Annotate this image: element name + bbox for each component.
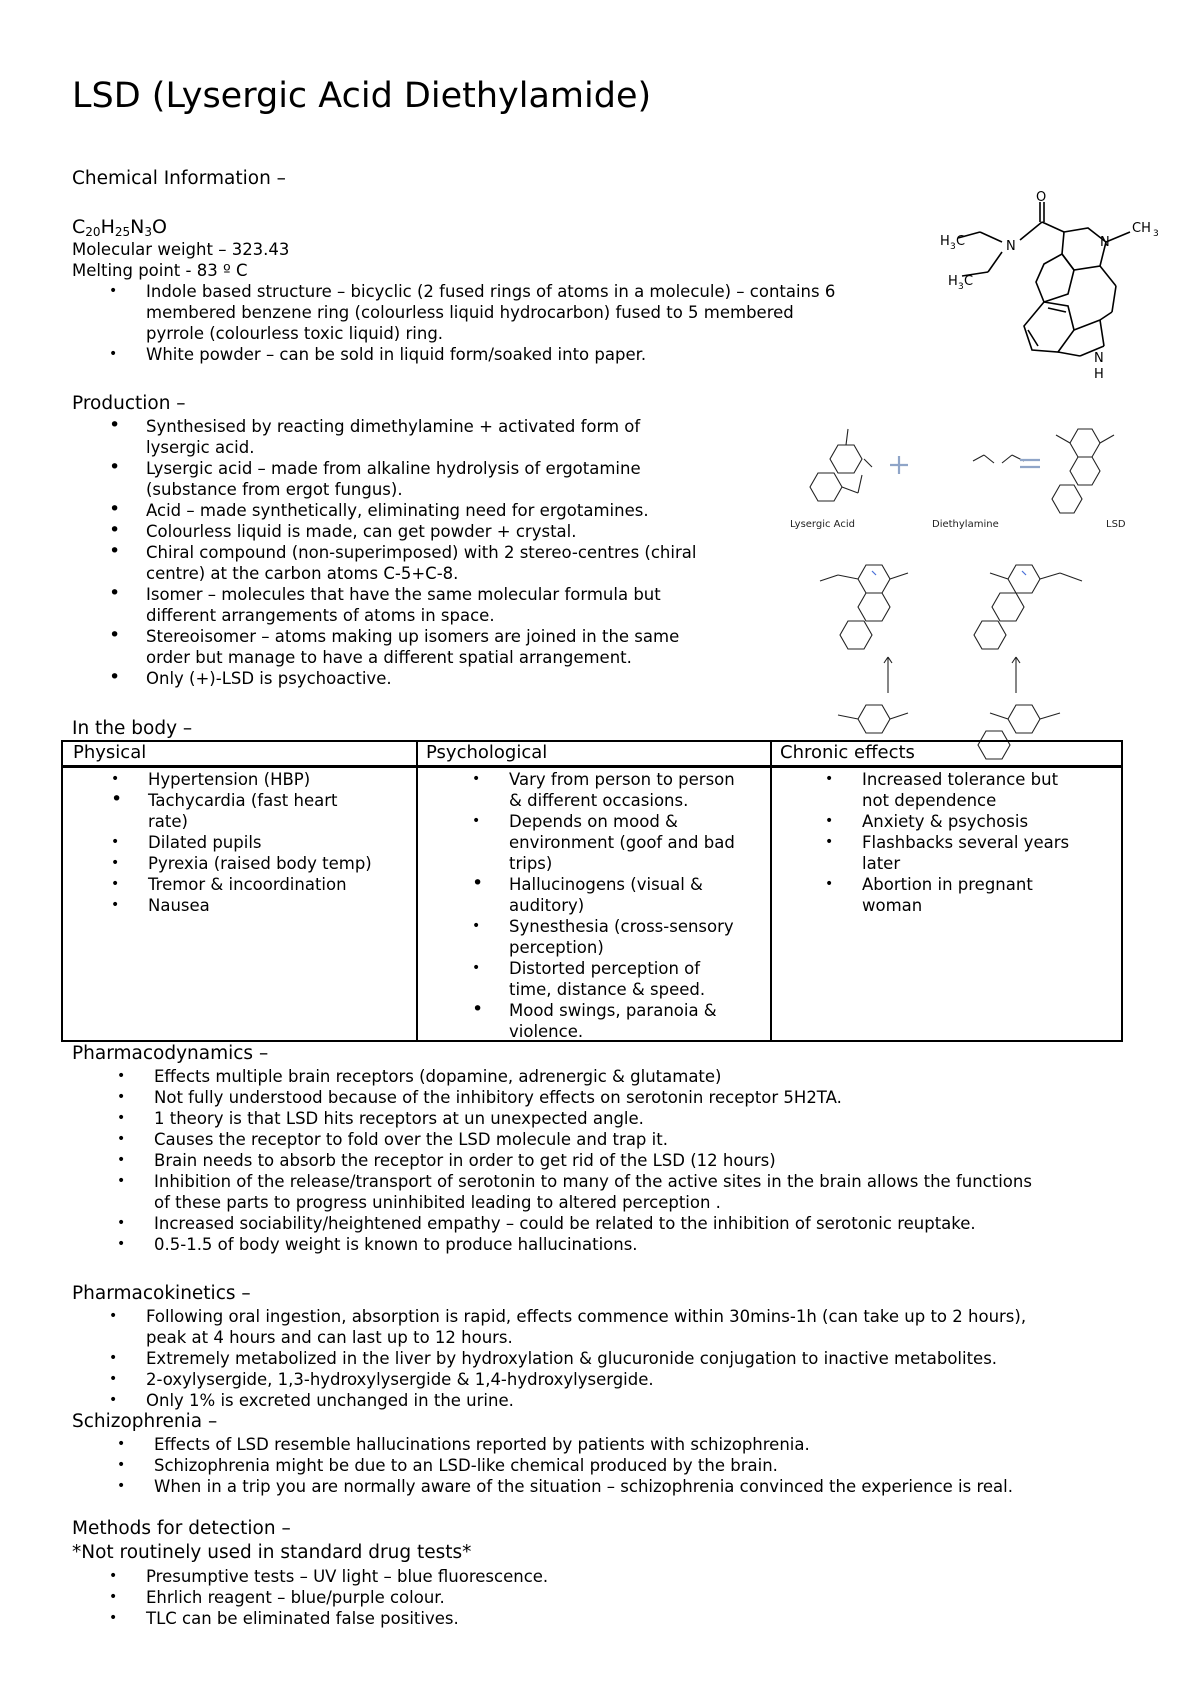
pharmacodynamics-heading: Pharmacodynamics – [72, 1043, 269, 1064]
list-item [154, 1234, 1032, 1255]
list-item-line: • Extremely metabolized in the liver by hydroxylation & glucuronide conjugation to inactive metabolites. [146, 1349, 998, 1368]
column-header-physical: Physical [73, 742, 147, 763]
pharmacokinetics-heading: Pharmacokinetics – [72, 1283, 251, 1304]
list-item [509, 958, 735, 1000]
list-item [148, 769, 372, 790]
list-item-line: centre) at the carbon atoms C-5+C-8. [146, 564, 459, 583]
list-item-line: • Anxiety & psychosis [862, 812, 1029, 831]
molecular-formula: $C_{20}H_{25}N_3O$ [72, 216, 167, 239]
list-item [154, 1129, 1032, 1150]
chemical-heading: Chemical Information – [72, 168, 286, 189]
list-item [146, 416, 696, 458]
list-item-line: • TLC can be eliminated false positives. [146, 1609, 459, 1628]
list-item [146, 1608, 548, 1629]
pharmacokinetics-bullet-list [146, 1306, 1026, 1411]
list-item-line: trips) [509, 854, 553, 873]
list-item-line: • Abortion in pregnant [862, 875, 1033, 894]
list-item-line: different arrangements of atoms in space. [146, 606, 495, 625]
list-item-line: • White powder – can be sold in liquid form/soaked into paper. [146, 345, 647, 364]
detection-heading: Methods for detection – [72, 1518, 291, 1539]
lysergic-acid-label: Lysergic Acid [790, 519, 855, 530]
list-item-line: • Increased sociability/heightened empathy – could be related to the inhibition of serotonic reuptake. [154, 1214, 976, 1233]
list-item [154, 1455, 1013, 1476]
list-item [148, 874, 372, 895]
list-item-line: • Effects of LSD resemble hallucinations reported by patients with schizophrenia. [154, 1435, 810, 1454]
column-header-chronic: Chronic effects [780, 742, 915, 763]
list-item-line: not dependence [862, 791, 997, 810]
svg-text:C: C [964, 274, 974, 289]
list-item-line: • Isomer – molecules that have the same molecular formula but [146, 585, 661, 604]
list-item-line: & different occasions. [509, 791, 689, 810]
list-item-line: • Stereoisomer – atoms making up isomers are joined in the same [146, 627, 680, 646]
table-column-divider [416, 742, 418, 1040]
list-item-line: • Vary from person to person [509, 770, 735, 789]
list-item [509, 916, 735, 958]
svg-text:3: 3 [950, 242, 956, 252]
list-item-line: • Effects multiple brain receptors (dopamine, adrenergic & glutamate) [154, 1067, 722, 1086]
list-item [154, 1476, 1013, 1497]
synthesis-reaction-diagram [788, 415, 1148, 535]
list-item-line: • Flashbacks several years [862, 833, 1070, 852]
list-item-line: time, distance & speed. [509, 980, 706, 999]
lsd-structure-diagram [940, 190, 1170, 390]
list-item [146, 1587, 548, 1608]
production-bullet-list [146, 416, 696, 689]
list-item [146, 344, 835, 365]
molecular-weight: Molecular weight – 323.43 [72, 240, 290, 259]
schizophrenia-bullet-list [154, 1434, 1013, 1497]
list-item-line: • Only (+)-LSD is psychoactive. [146, 669, 392, 688]
svg-text:3: 3 [958, 282, 964, 292]
list-item-line: • Only 1% is excreted unchanged in the urine. [146, 1391, 514, 1410]
list-item [146, 1306, 1026, 1348]
chemical-bullet-list [146, 281, 835, 365]
list-item [154, 1213, 1032, 1234]
diethylamine-label: Diethylamine [932, 519, 999, 530]
list-item [146, 584, 696, 626]
list-item [146, 626, 696, 668]
production-heading: Production – [72, 393, 186, 414]
list-item-line: violence. [509, 1022, 584, 1041]
list-item-line: • Indole based structure – bicyclic (2 fused rings of atoms in a molecule) – contains 6 [146, 282, 836, 301]
list-item-line: of these parts to progress uninhibited leading to altered perception . [154, 1193, 721, 1212]
list-item [154, 1066, 1032, 1087]
list-item-line: • Hypertension (HBP) [148, 770, 311, 789]
list-item [148, 790, 372, 832]
list-item-line: • Hallucinogens (visual & [509, 875, 703, 894]
list-item-line: • Mood swings, paranoia & [509, 1001, 717, 1020]
list-item-line: order but manage to have a different spatial arrangement. [146, 648, 632, 667]
detection-note: *Not routinely used in standard drug tests* [72, 1542, 472, 1563]
lsd-label: LSD [1106, 519, 1126, 530]
list-item [509, 811, 735, 874]
list-item [146, 1348, 1026, 1369]
pharmacodynamics-bullet-list [154, 1066, 1032, 1255]
list-item-line: • Tremor & incoordination [148, 875, 347, 894]
svg-text:H: H [940, 234, 950, 249]
list-item-line: pyrrole (colourless toxic liquid) ring. [146, 324, 444, 343]
list-item [146, 1369, 1026, 1390]
list-item [862, 874, 1069, 916]
list-item-line: • Lysergic acid – made from alkaline hydrolysis of ergotamine [146, 459, 641, 478]
list-item [146, 281, 835, 344]
effects-table [61, 740, 1123, 1042]
list-item-line: later [862, 854, 901, 873]
list-item-line: • Not fully understood because of the inhibitory effects on serotonin receptor 5H2TA. [154, 1088, 842, 1107]
list-item-line: • Chiral compound (non-superimposed) with 2 stereo-centres (chiral [146, 543, 697, 562]
list-item-line: • Synesthesia (cross-sensory [509, 917, 734, 936]
list-item-line: • Distorted perception of [509, 959, 701, 978]
list-item [146, 1390, 1026, 1411]
psychological-cell [509, 769, 735, 1042]
list-item-line: environment (goof and bad [509, 833, 735, 852]
list-item [154, 1108, 1032, 1129]
list-item-line: rate) [148, 812, 188, 831]
list-item [154, 1434, 1013, 1455]
list-item-line: • Acid – made synthetically, eliminating need for ergotamines. [146, 501, 649, 520]
list-item-line: peak at 4 hours and can last up to 12 hours. [146, 1328, 513, 1347]
body-heading: In the body – [72, 718, 193, 739]
list-item-line: • Dilated pupils [148, 833, 262, 852]
detection-bullet-list [146, 1566, 548, 1629]
list-item [862, 832, 1069, 874]
list-item-line: auditory) [509, 896, 585, 915]
list-item-line: • Synthesised by reacting dimethylamine + activated form of [146, 417, 641, 436]
list-item-line: • Ehrlich reagent – blue/purple colour. [146, 1588, 445, 1607]
list-item-line: • Inhibition of the release/transport of serotonin to many of the active sites in the brain allows the functions [154, 1172, 1032, 1191]
physical-cell [148, 769, 372, 916]
schizophrenia-heading: Schizophrenia – [72, 1411, 218, 1432]
svg-text:N: N [1100, 235, 1110, 250]
list-item [148, 853, 372, 874]
svg-text:CH: CH [1132, 221, 1151, 236]
svg-text:H: H [1094, 367, 1104, 382]
list-item-line: perception) [509, 938, 604, 957]
list-item-line: • Brain needs to absorb the receptor in order to get rid of the LSD (12 hours) [154, 1151, 776, 1170]
list-item [862, 769, 1069, 811]
list-item [862, 811, 1069, 832]
table-header-divider [63, 765, 1121, 768]
svg-text:N: N [1094, 351, 1104, 366]
list-item [154, 1087, 1032, 1108]
list-item [148, 895, 372, 916]
list-item [154, 1171, 1032, 1213]
list-item [146, 521, 696, 542]
list-item-line: • Nausea [148, 896, 210, 915]
svg-text:3: 3 [1153, 229, 1159, 239]
list-item-line: • Depends on mood & [509, 812, 678, 831]
list-item [146, 668, 696, 689]
list-item-line: • Causes the receptor to fold over the LSD molecule and trap it. [154, 1130, 668, 1149]
list-item-line: membered benzene ring (colourless liquid hydrocarbon) fused to 5 membered [146, 303, 794, 322]
list-item [146, 1566, 548, 1587]
list-item-line: • Pyrexia (raised body temp) [148, 854, 372, 873]
list-item [509, 769, 735, 811]
list-item-line: • When in a trip you are normally aware of the situation – schizophrenia convinced the experience is real. [154, 1477, 1013, 1496]
chronic-cell [862, 769, 1069, 916]
list-item-line: (substance from ergot fungus). [146, 480, 403, 499]
list-item [146, 542, 696, 584]
table-column-divider [770, 742, 772, 1040]
list-item [509, 1000, 735, 1042]
list-item [146, 458, 696, 500]
list-item-line: • Colourless liquid is made, can get powder + crystal. [146, 522, 577, 541]
melting-point: Melting point - 83 º C [72, 261, 248, 280]
list-item-line: woman [862, 896, 923, 915]
list-item [148, 832, 372, 853]
list-item-line: • 0.5-1.5 of body weight is known to produce hallucinations. [154, 1235, 638, 1254]
list-item [154, 1150, 1032, 1171]
list-item-line: • 2-oxylysergide, 1,3-hydroxylysergide & 1,4-hydroxylysergide. [146, 1370, 654, 1389]
svg-text:C: C [956, 234, 966, 249]
list-item-line: • Increased tolerance but [862, 770, 1059, 789]
list-item [146, 500, 696, 521]
page-title: LSD (Lysergic Acid Diethylamide) [72, 76, 652, 116]
svg-text:O: O [1036, 190, 1047, 205]
svg-text:H: H [948, 274, 958, 289]
svg-text:N: N [1006, 239, 1016, 254]
list-item [509, 874, 735, 916]
list-item-line: • Schizophrenia might be due to an LSD-like chemical produced by the brain. [154, 1456, 778, 1475]
list-item-line: • Following oral ingestion, absorption is rapid, effects commence within 30mins-1h (can take up to 2 hours), [146, 1307, 1027, 1326]
list-item-line: • Tachycardia (fast heart [148, 791, 338, 810]
list-item-line: • Presumptive tests – UV light – blue fluorescence. [146, 1567, 549, 1586]
list-item-line: lysergic acid. [146, 438, 255, 457]
column-header-psychological: Psychological [426, 742, 548, 763]
list-item-line: • 1 theory is that LSD hits receptors at un unexpected angle. [154, 1109, 644, 1128]
